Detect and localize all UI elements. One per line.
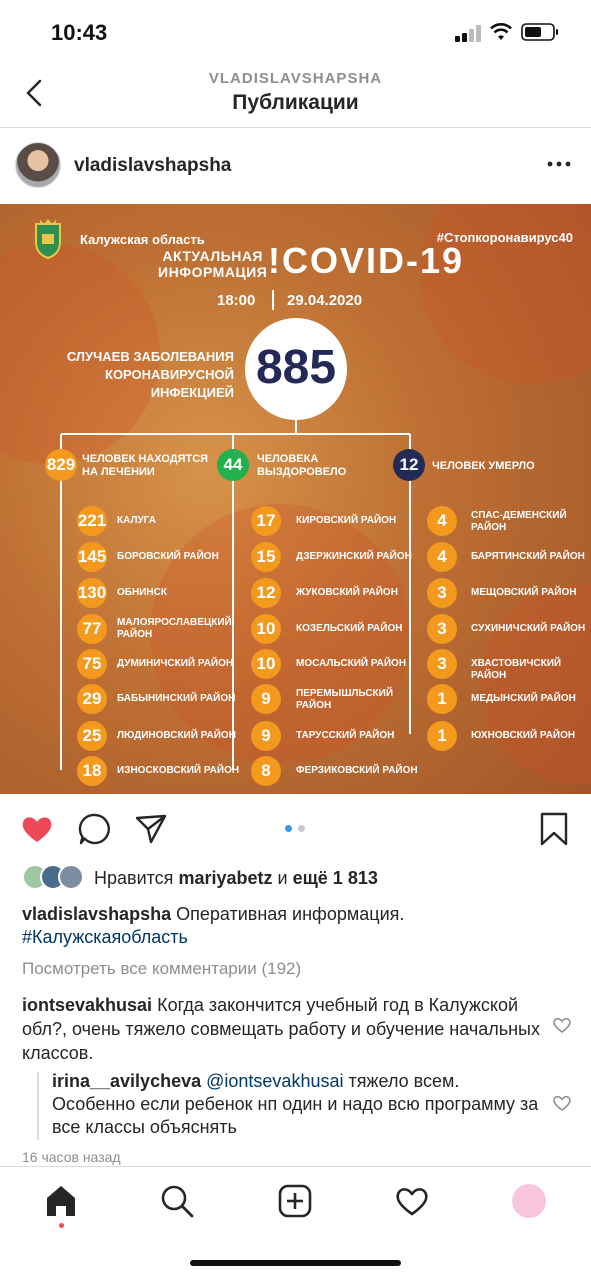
district-value: 3 xyxy=(427,649,457,679)
info-time: 18:00 xyxy=(217,292,256,309)
share-icon[interactable] xyxy=(134,812,168,846)
caption-hashtag[interactable]: #Калужскаяобласть xyxy=(22,927,188,947)
recovered-circle: 44 xyxy=(217,449,249,481)
district-name: ИЗНОСКОВСКИЙ РАЙОН xyxy=(117,765,240,776)
likes-count[interactable]: ещё 1 813 xyxy=(292,868,378,888)
district-value: 8 xyxy=(251,756,281,786)
carousel-dot xyxy=(298,825,305,832)
post-username[interactable]: vladislavshapsha xyxy=(74,155,232,176)
comment-like-heart-icon[interactable] xyxy=(552,1016,572,1034)
home-icon[interactable] xyxy=(43,1183,79,1219)
home-active-dot xyxy=(59,1223,64,1228)
district-name: ЖУКОВСКИЙ РАЙОН xyxy=(296,587,398,598)
wifi-icon xyxy=(489,22,513,42)
district-value: 75 xyxy=(77,649,107,679)
district-value: 10 xyxy=(251,614,281,644)
view-all-comments-link[interactable]: Посмотреть все комментарии (192) xyxy=(22,959,302,978)
carousel-dot-active xyxy=(285,825,292,832)
district-name: МЕДЫНСКИЙ РАЙОН xyxy=(471,693,576,704)
avatar[interactable] xyxy=(15,142,61,188)
district-name: ЮХНОВСКИЙ РАЙОН xyxy=(471,730,576,741)
district-name-line: МАЛОЯРОСЛАВЕЦКИЙ xyxy=(117,617,232,628)
district-name xyxy=(471,510,567,534)
bookmark-icon[interactable] xyxy=(537,812,571,846)
district-name-line: РАЙОН xyxy=(117,629,153,640)
treated-label-1: ЧЕЛОВЕК НАХОДЯТСЯ xyxy=(82,453,209,465)
district-name: МОСАЛЬСКИЙ РАЙОН xyxy=(296,658,407,669)
district-name: СУХИНИЧСКИЙ РАЙОН xyxy=(471,623,586,634)
district-value: 4 xyxy=(427,506,457,536)
district-value: 15 xyxy=(251,542,281,572)
district-value: 3 xyxy=(427,578,457,608)
district-value: 77 xyxy=(77,614,107,644)
post-actions xyxy=(0,794,591,864)
district-name: КОЗЕЛЬСКИЙ РАЙОН xyxy=(296,623,403,634)
reply-username[interactable]: irina__avilycheva xyxy=(52,1071,202,1091)
district-value: 145 xyxy=(77,542,107,572)
district-name: ОБНИНСК xyxy=(117,587,167,598)
likes-prefix: Нравится xyxy=(94,868,174,888)
top-header xyxy=(0,64,591,128)
caption-text: Оперативная информация. xyxy=(176,904,405,924)
liker-avatar xyxy=(58,864,84,890)
district-value: 130 xyxy=(77,578,107,608)
actual-line-2: ИНФОРМАЦИЯ xyxy=(158,264,268,280)
heart-filled-icon[interactable] xyxy=(20,812,54,846)
comment-username[interactable]: iontsevakhusai xyxy=(22,995,153,1015)
died-label: ЧЕЛОВЕК УМЕРЛО xyxy=(432,460,535,472)
district-name-line: РАЙОН xyxy=(296,700,332,711)
district-name: БОРОВСКИЙ РАЙОН xyxy=(117,551,219,562)
post-caption xyxy=(22,903,572,949)
caption-username[interactable]: vladislavshapsha xyxy=(22,904,172,924)
district-name: КАЛУГА xyxy=(117,515,156,526)
more-dots-icon[interactable] xyxy=(545,154,573,174)
died-circle: 12 xyxy=(393,449,425,481)
recovered-label-1: ЧЕЛОВЕКА xyxy=(257,453,319,465)
district-name: ТАРУССКИЙ РАЙОН xyxy=(296,730,395,741)
likes-text xyxy=(94,868,378,889)
actual-line-1: АКТУАЛЬНАЯ xyxy=(162,248,263,264)
district-name: ЛЮДИНОВСКИЙ РАЙОН xyxy=(117,730,236,741)
district-value: 25 xyxy=(77,721,107,751)
district-name: КИРОВСКИЙ РАЙОН xyxy=(296,515,397,526)
district-value: 17 xyxy=(251,506,281,536)
status-time: 10:43 xyxy=(51,20,108,45)
recovered-label-2: ВЫЗДОРОВЕЛО xyxy=(257,466,347,478)
comment-icon[interactable] xyxy=(78,812,112,846)
cellular-signal-icon xyxy=(455,24,483,42)
district-name: БАРЯТИНСКИЙ РАЙОН xyxy=(471,551,585,562)
likes-and: и xyxy=(277,868,288,888)
info-hashtag: #Стопкоронавирус40 xyxy=(436,230,573,245)
reply-thread-line xyxy=(37,1072,39,1140)
cases-line-1: СЛУЧАЕВ ЗАБОЛЕВАНИЯ xyxy=(66,349,234,364)
comment xyxy=(22,993,542,1065)
district-value: 9 xyxy=(251,684,281,714)
district-name xyxy=(296,688,393,712)
reply-mention[interactable]: @iontsevakhusai xyxy=(206,1071,344,1091)
district-value: 10 xyxy=(251,649,281,679)
home-indicator xyxy=(190,1260,401,1266)
likes-row[interactable] xyxy=(22,864,582,894)
district-name: ФЕРЗИКОВСКИЙ РАЙОН xyxy=(296,765,418,776)
status-bar xyxy=(0,0,591,64)
district-value: 1 xyxy=(427,721,457,751)
post-header xyxy=(0,128,591,204)
profile-avatar-icon[interactable] xyxy=(512,1184,546,1218)
header-username: VLADISLAVSHAPSHA xyxy=(208,70,383,87)
district-name-line: СПАС-ДЕМЕНСКИЙ xyxy=(471,510,567,521)
reply-text: тяжело всем. Особенно если ребенок нп один и надо всю программу за все классы объяснять xyxy=(52,1071,539,1137)
district-value: 18 xyxy=(77,756,107,786)
treated-label xyxy=(82,453,208,479)
region-label: Калужская область xyxy=(80,232,205,247)
search-icon[interactable] xyxy=(159,1183,195,1219)
covid-title: !COVID-19 xyxy=(268,240,465,281)
treated-label-2: НА ЛЕЧЕНИИ xyxy=(82,466,155,478)
post-time-ago: 16 часов назад xyxy=(22,1149,121,1165)
district-name: ХВАСТОВИЧСКИЙ РАЙОН xyxy=(471,658,562,681)
add-icon[interactable] xyxy=(277,1183,313,1219)
treated-circle: 829 xyxy=(45,449,77,481)
reply-like-heart-icon[interactable] xyxy=(552,1094,572,1112)
district-value: 12 xyxy=(251,578,281,608)
page-title: Публикации xyxy=(232,91,359,114)
district-value: 4 xyxy=(427,542,457,572)
district-value: 9 xyxy=(251,721,281,751)
activity-heart-icon[interactable] xyxy=(394,1183,430,1219)
reply-comment xyxy=(52,1070,542,1139)
district-name-line: РАЙОН xyxy=(471,522,507,533)
total-cases-number: 885 xyxy=(255,341,337,394)
district-name: ДУМИНИЧСКИЙ РАЙОН xyxy=(117,658,234,669)
district-name-line: ПЕРЕМЫШЛЬСКИЙ xyxy=(296,688,394,699)
district-value: 29 xyxy=(77,684,107,714)
district-value: 221 xyxy=(77,506,107,536)
district-name xyxy=(117,617,232,641)
district-name: МЕЩОВСКИЙ РАЙОН xyxy=(471,587,577,598)
district-value: 1 xyxy=(427,684,457,714)
recovered-label xyxy=(257,453,346,479)
info-date: 29.04.2020 xyxy=(287,292,363,309)
post-image[interactable] xyxy=(0,204,591,794)
district-name: ДЗЕРЖИНСКИЙ РАЙОН xyxy=(296,551,412,562)
battery-icon xyxy=(521,23,559,41)
likes-user[interactable]: mariyabetz xyxy=(178,868,273,888)
comment-text: Когда закончится учебный год в Калужской обл?, очень тяжело совмещать работу и обучение начальных классов. xyxy=(22,995,540,1063)
district-name: БАБЫНИНСКИЙ РАЙОН xyxy=(117,693,236,704)
cases-line-2: КОРОНАВИРУСНОЙ ИНФЕКЦИЕЙ xyxy=(105,367,234,400)
district-value: 3 xyxy=(427,614,457,644)
